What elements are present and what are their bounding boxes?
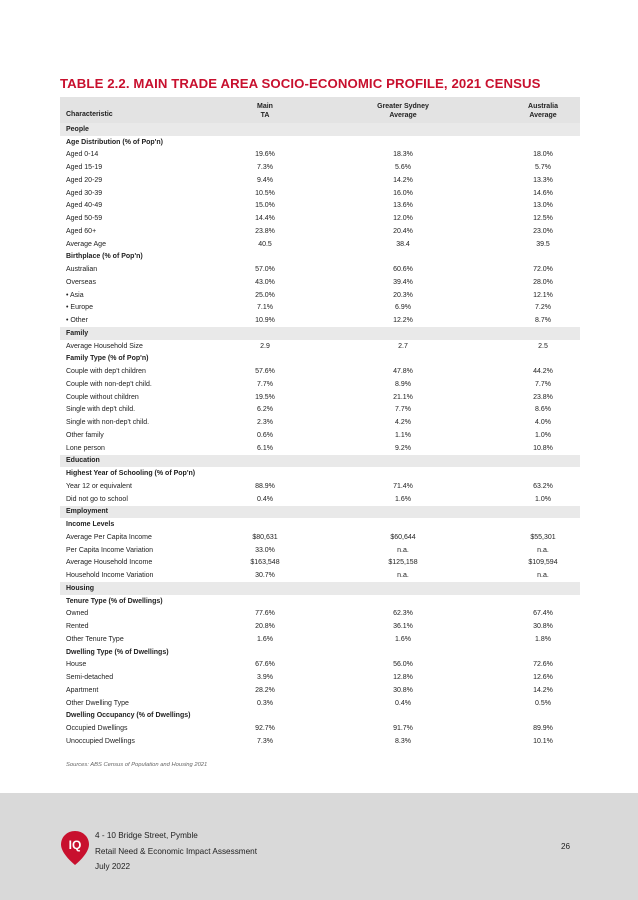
greater-sydney-value: 1.6% [395, 495, 411, 503]
australia-value: 23.0% [533, 227, 553, 235]
main-ta-value: 43.0% [255, 278, 275, 286]
greater-sydney-value: 36.1% [393, 623, 413, 631]
main-ta-value: 3.9% [257, 674, 273, 682]
table-row [60, 684, 580, 697]
row-label: Other Tenure Type [66, 635, 124, 643]
main-ta-value: 20.8% [255, 623, 275, 631]
australia-value: 63.2% [533, 482, 553, 490]
australia-value: 18.0% [533, 151, 553, 159]
subheading-row [60, 251, 580, 264]
row-label: Couple with dep't children [66, 368, 146, 376]
row-label: Household Income Variation [66, 572, 154, 580]
main-ta-value: 2.3% [257, 419, 273, 427]
row-label: Dwelling Type (% of Dwellings) [66, 648, 169, 656]
main-ta-value: 9.4% [257, 176, 273, 184]
table-row [60, 378, 580, 391]
greater-sydney-value: $125,158 [388, 559, 418, 567]
subheading-row [60, 518, 580, 531]
row-label: Tenure Type (% of Dwellings) [66, 597, 163, 605]
main-ta-value: 92.7% [255, 725, 275, 733]
row-label: Year 12 or equivalent [66, 482, 132, 490]
row-label: Income Levels [66, 521, 115, 529]
section-row [60, 506, 580, 519]
main-ta-value: 7.7% [257, 380, 273, 388]
row-label: Couple with non-dep't child. [66, 380, 152, 388]
main-ta-value: 0.4% [257, 495, 273, 503]
logo-text: IQ [68, 838, 82, 852]
row-label: Average Household Size [66, 342, 143, 350]
section-row [60, 327, 580, 340]
table-row [60, 340, 580, 353]
table-row [60, 735, 580, 748]
australia-value: 14.6% [533, 189, 553, 197]
australia-value: 8.6% [535, 406, 551, 414]
table-row [60, 557, 580, 570]
row-label: Aged 50-59 [66, 215, 103, 223]
australia-value: 89.9% [533, 725, 553, 733]
table-row [60, 276, 580, 289]
australia-value: 12.1% [533, 291, 553, 299]
row-label: Aged 30-39 [66, 189, 103, 197]
australia-value: 7.7% [535, 380, 551, 388]
greater-sydney-value: 5.6% [395, 164, 411, 172]
australia-value: $55,301 [530, 533, 556, 541]
greater-sydney-value: 30.8% [393, 686, 413, 694]
main-ta-value: 14.4% [255, 215, 275, 223]
australia-value: n.a. [537, 546, 549, 554]
row-label: Aged 40-49 [66, 202, 103, 210]
row-label: Semi-detached [66, 674, 114, 682]
table-header [60, 97, 580, 123]
main-ta-value: 67.6% [255, 661, 275, 669]
row-label: Couple without children [66, 393, 139, 401]
greater-sydney-value: n.a. [397, 572, 409, 580]
table-row [60, 302, 580, 315]
iq-logo-icon [60, 830, 90, 866]
main-ta-value: 88.9% [255, 482, 275, 490]
table-row [60, 238, 580, 251]
australia-value: 67.4% [533, 610, 553, 618]
main-ta-value: 40.5 [258, 240, 272, 248]
footer-address: 4 - 10 Bridge Street, Pymble [95, 831, 198, 840]
row-label: Other Dwelling Type [66, 699, 129, 707]
row-label: Owned [66, 610, 89, 618]
australia-value: 72.0% [533, 266, 553, 274]
greater-sydney-value: n.a. [397, 546, 409, 554]
socio-economic-table [60, 97, 580, 748]
row-label: Unoccupied Dwellings [66, 737, 135, 745]
australia-value: 39.5 [536, 240, 550, 248]
main-ta-value: 15.0% [255, 202, 275, 210]
table-row [60, 200, 580, 213]
row-label: Family Type (% of Pop'n) [66, 355, 149, 363]
greater-sydney-value: 62.3% [393, 610, 413, 618]
footer-date: July 2022 [95, 862, 131, 871]
footer-text [95, 828, 257, 875]
greater-sydney-value: 9.2% [395, 444, 411, 452]
table-row [60, 161, 580, 174]
table-row [60, 671, 580, 684]
greater-sydney-value: 2.7 [398, 342, 408, 350]
australia-value: 14.2% [533, 686, 553, 694]
row-label: Family [66, 329, 89, 337]
greater-sydney-value: 12.0% [393, 215, 413, 223]
table-row [60, 620, 580, 633]
greater-sydney-value: 1.6% [395, 635, 411, 643]
row-label: Aged 15-19 [66, 164, 103, 172]
row-label: Aged 20-29 [66, 176, 103, 184]
greater-sydney-value: 8.9% [395, 380, 411, 388]
main-ta-value: 30.7% [255, 572, 275, 580]
row-label: Age Distribution (% of Pop'n) [66, 138, 163, 146]
row-label: • Other [66, 317, 88, 325]
subheading-row [60, 136, 580, 149]
table-row [60, 429, 580, 442]
table-row [60, 480, 580, 493]
header-australia: Australia Average [528, 103, 558, 119]
row-label: Aged 0-14 [66, 151, 99, 159]
table-row [60, 544, 580, 557]
australia-value: 13.0% [533, 202, 553, 210]
australia-value: n.a. [537, 572, 549, 580]
table-row [60, 404, 580, 417]
row-label: People [66, 125, 89, 133]
section-row [60, 582, 580, 595]
main-ta-value: $80,631 [252, 533, 278, 541]
main-ta-value: 77.6% [255, 610, 275, 618]
australia-value: 8.7% [535, 317, 551, 325]
section-row [60, 123, 580, 136]
row-label: Occupied Dwellings [66, 725, 128, 733]
main-ta-value: 6.2% [257, 406, 273, 414]
table-row [60, 289, 580, 302]
australia-value: 4.0% [535, 419, 551, 427]
main-ta-value: 28.2% [255, 686, 275, 694]
australia-value: 0.5% [535, 699, 551, 707]
table-row [60, 442, 580, 455]
main-ta-value: 10.5% [255, 189, 275, 197]
greater-sydney-value: 91.7% [393, 725, 413, 733]
greater-sydney-value: $60,644 [390, 533, 416, 541]
row-label: House [66, 661, 87, 669]
main-ta-value: 10.9% [255, 317, 275, 325]
row-label: Employment [66, 508, 109, 516]
greater-sydney-value: 20.3% [393, 291, 413, 299]
greater-sydney-value: 56.0% [393, 661, 413, 669]
table-row [60, 263, 580, 276]
main-ta-value: 25.0% [255, 291, 275, 299]
row-label: Average Age [66, 240, 106, 248]
table-row [60, 659, 580, 672]
greater-sydney-value: 47.8% [393, 368, 413, 376]
greater-sydney-value: 0.4% [395, 699, 411, 707]
header-main-ta: Main TA [257, 103, 273, 119]
row-label: Housing [66, 584, 94, 592]
australia-value: $109,594 [528, 559, 558, 567]
main-ta-value: 7.1% [257, 304, 273, 312]
main-ta-value: 2.9 [260, 342, 270, 350]
row-label: Single with non-dep't child. [66, 419, 150, 427]
greater-sydney-value: 18.3% [393, 151, 413, 159]
table-row [60, 314, 580, 327]
table-row [60, 722, 580, 735]
row-label: • Europe [66, 304, 93, 312]
australia-value: 28.0% [533, 278, 553, 286]
australia-value: 5.7% [535, 164, 551, 172]
australia-value: 7.2% [535, 304, 551, 312]
row-label: Overseas [66, 278, 96, 286]
row-label: Average Per Capita Income [66, 533, 152, 541]
row-label: Per Capita Income Variation [66, 546, 154, 554]
australia-value: 1.0% [535, 431, 551, 439]
subheading-row [60, 467, 580, 480]
australia-value: 10.8% [533, 444, 553, 452]
section-row [60, 455, 580, 468]
table-row [60, 608, 580, 621]
row-label: Single with dep't child. [66, 406, 136, 414]
australia-value: 10.1% [533, 737, 553, 745]
main-ta-value: 7.3% [257, 164, 273, 172]
main-ta-value: 6.1% [257, 444, 273, 452]
row-label: Apartment [66, 686, 99, 694]
subheading-row [60, 353, 580, 366]
australia-value: 30.8% [533, 623, 553, 631]
page-number: 26 [561, 842, 571, 851]
footer-report-name: Retail Need & Economic Impact Assessment [95, 846, 257, 856]
table-row [60, 633, 580, 646]
main-ta-value: 23.8% [255, 227, 275, 235]
row-label: Highest Year of Schooling (% of Pop'n) [66, 470, 196, 478]
main-ta-value: 33.0% [255, 546, 275, 554]
row-label: Rented [66, 623, 89, 631]
greater-sydney-value: 39.4% [393, 278, 413, 286]
main-ta-value: 57.6% [255, 368, 275, 376]
table-row [60, 187, 580, 200]
greater-sydney-value: 4.2% [395, 419, 411, 427]
table-row [60, 416, 580, 429]
greater-sydney-value: 14.2% [393, 176, 413, 184]
australia-value: 72.6% [533, 661, 553, 669]
row-label: • Asia [66, 291, 84, 299]
source-note: Sources: ABS Census of Population and Housing 2021 [66, 762, 208, 768]
row-label: Australian [66, 266, 98, 274]
main-ta-value: 19.6% [255, 151, 275, 159]
row-label: Lone person [66, 444, 105, 452]
greater-sydney-value: 6.9% [395, 304, 411, 312]
australia-value: 13.3% [533, 176, 553, 184]
header-characteristic: Characteristic [66, 111, 113, 118]
subheading-row [60, 710, 580, 723]
row-label: Did not go to school [66, 495, 128, 503]
australia-value: 1.0% [535, 495, 551, 503]
australia-value: 12.5% [533, 215, 553, 223]
table-row [60, 493, 580, 506]
subheading-row [60, 595, 580, 608]
table-row [60, 391, 580, 404]
greater-sydney-value: 1.1% [395, 431, 411, 439]
table-title: TABLE 2.2. MAIN TRADE AREA SOCIO-ECONOMIC PROFILE, 2021 CENSUS [60, 76, 541, 91]
main-ta-value: 19.5% [255, 393, 275, 401]
greater-sydney-value: 21.1% [393, 393, 413, 401]
australia-value: 12.6% [533, 674, 553, 682]
table-row [60, 697, 580, 710]
greater-sydney-value: 12.2% [393, 317, 413, 325]
greater-sydney-value: 8.3% [395, 737, 411, 745]
australia-value: 44.2% [533, 368, 553, 376]
table-row [60, 365, 580, 378]
header-greater-sydney: Greater Sydney Average [377, 103, 429, 119]
greater-sydney-value: 60.6% [393, 266, 413, 274]
greater-sydney-value: 16.0% [393, 189, 413, 197]
main-ta-value: $163,548 [250, 559, 280, 567]
australia-value: 23.8% [533, 393, 553, 401]
subheading-row [60, 646, 580, 659]
main-ta-value: 1.6% [257, 635, 273, 643]
greater-sydney-value: 13.6% [393, 202, 413, 210]
table-row [60, 225, 580, 238]
main-ta-value: 7.3% [257, 737, 273, 745]
greater-sydney-value: 7.7% [395, 406, 411, 414]
row-label: Average Household Income [66, 559, 153, 567]
main-ta-value: 57.0% [255, 266, 275, 274]
row-label: Aged 60+ [66, 227, 97, 235]
table-row [60, 212, 580, 225]
row-label: Other family [66, 431, 104, 439]
table-row [60, 531, 580, 544]
australia-value: 1.8% [535, 635, 551, 643]
table-body [60, 123, 580, 748]
row-label: Education [66, 457, 100, 465]
greater-sydney-value: 71.4% [393, 482, 413, 490]
greater-sydney-value: 20.4% [393, 227, 413, 235]
main-ta-value: 0.3% [257, 699, 273, 707]
main-ta-value: 0.6% [257, 431, 273, 439]
row-label: Birthplace (% of Pop'n) [66, 253, 143, 261]
table-row [60, 149, 580, 162]
australia-value: 2.5 [538, 342, 548, 350]
greater-sydney-value: 12.8% [393, 674, 413, 682]
table-row [60, 569, 580, 582]
table-row [60, 174, 580, 187]
greater-sydney-value: 38.4 [396, 240, 410, 248]
row-label: Dwelling Occupancy (% of Dwellings) [66, 712, 191, 720]
